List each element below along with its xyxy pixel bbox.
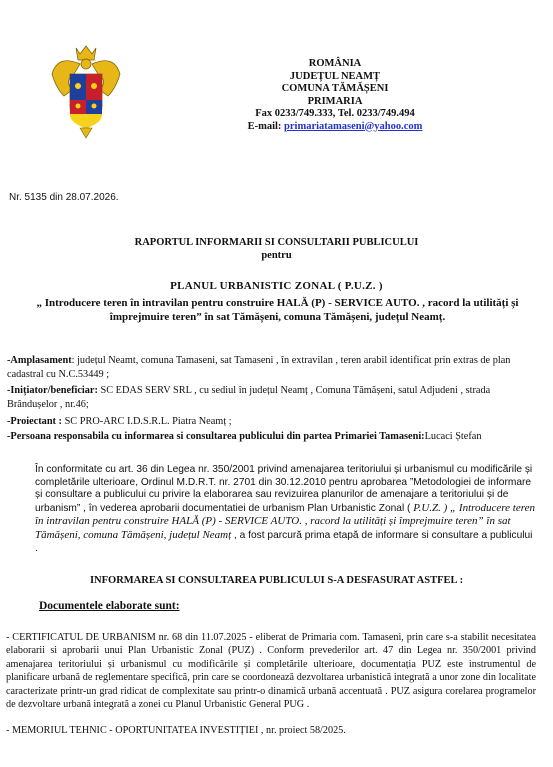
paragraph-part1: În conformitate cu art. 36 din Legea nr. 350/2001 privind amenajarea teritoriului și urbanismul cu modificările și completările ulterioare, Ordinul M.D.R.T. nr. 2701 din 30.12.2010 pentru aprobarea ”Metodologiei de informare și consultare a publicului cu privire la elaborarea sau revizuirea planurilor de amenajare a teritoriului și de urbanism” , în vederea aprobarii documentatiei de urbanism Plan Urbanistic Zonal ( <box>35 464 533 514</box>
report-title <box>0 236 553 262</box>
plan-title: PLANUL URBANISTIC ZONAL ( P.U.Z. ) <box>170 280 383 292</box>
county-name: JUDEȚUL NEAMȚ <box>289 70 381 82</box>
email-link[interactable]: primariatamaseni@yahoo.com <box>284 120 423 132</box>
paragraph-part2: , a fost parcură prima etapă de informare si consultare a publicului . <box>35 529 533 554</box>
proiectant-value: SC PRO-ARC I.D.S.R.L. Piatra Neamț ; <box>62 416 232 427</box>
paragraph-italic: P.U.Z. ) „ Introducere teren în intravilan pentru construire HALĂ (P) - SERVICE AUTO. , racord la utilități și împrejmuire teren” în sat Tămășeni, comuna Tămășeni, județul Neamț <box>35 501 535 541</box>
info-heading: INFORMAREA SI CONSULTAREA PUBLICULUI S-A DESFASURAT ASTFEL : <box>89 575 464 586</box>
amplasament-value: : județul Neamt, comuna Tamaseni, sat Tamaseni , în extravilan , teren arabil identificat prin extras de plan cadastral cu N.C.53449 ; <box>7 355 511 380</box>
list-item: - CERTIFICATUL DE URBANISM nr. 68 din 11.07.2025 - eliberat de Primaria com. Tamaseni, prin care s-a stabilit necesitatea elaborarii si aprobarii unui Plan Urbanistic Zonal (PUZ) . Conform prevederilor art. 47 din Legea nr. 350/2001 privind amenajarea teritoriului și urbanismul cu modificările și completările ulterioare, documentația PUZ este instrumentul de planificare urbană de reglementare specifică, prin care se coordonează dezvoltarea urbanistică integrată a unor zone din localitate caracterizate printr-un grad ridicat de complexitate sau printr-o dinamică urbană accentuată . PUZ asigura corelarea programelor de dezvoltare urbană integrată a zonei cu Planul Urbanistic General PUG . <box>6 632 536 711</box>
report-title-line1: RAPORTUL INFORMARII SI CONSULTARII PUBLICULUI <box>134 237 419 248</box>
phone-fax: Fax 0233/749.333, Tel. 0233/749.494 <box>255 108 415 119</box>
report-title-line2: pentru <box>261 250 292 261</box>
field-responsabil <box>7 430 535 444</box>
document-number: Nr. 5135 din 28.07.2026. <box>9 192 119 203</box>
amplasament-label: -Amplasament <box>7 355 72 366</box>
initiator-label: -Inițiator/beneficiar: <box>7 385 98 396</box>
country-name: ROMÂNIA <box>308 58 362 69</box>
initiator-value: SC EDAS SERV SRL , cu sediul în județul Neamț , Comuna Tămășeni, satul Adjudeni , strada Brândușelor , nr.46; <box>7 385 491 410</box>
institution-name: PRIMARIA <box>307 95 363 107</box>
legal-paragraph <box>35 464 535 555</box>
documents-heading: Documentele elaborate sunt: <box>39 600 180 612</box>
plan-subtitle: „ Introducere teren în intravilan pentru construire HALĂ (P) - SERVICE AUTO. , racord la utilități și împrejmuire teren” în sat Tămășeni, comuna Tămășeni, județul Neamț. <box>36 297 519 323</box>
responsabil-label: -Persoana responsabila cu informarea si consultarea publicului din partea Primariei Tamaseni: <box>7 431 425 442</box>
coat-of-arms-icon <box>50 44 122 140</box>
email-label: E-mail: <box>247 120 285 132</box>
field-initiator <box>7 384 535 411</box>
proiectant-label: -Proiectant : <box>7 416 62 427</box>
commune-name: COMUNA TĂMĂȘENI <box>281 83 389 94</box>
letterhead <box>200 58 470 133</box>
field-amplasament <box>7 354 535 381</box>
responsabil-value: Lucaci Ștefan <box>424 431 482 442</box>
list-item: - MEMORIUL TEHNIC - OPORTUNITATEA INVESTIȚIEI , nr. proiect 58/2025. <box>6 725 346 736</box>
field-proiectant <box>7 415 535 429</box>
email-line <box>200 121 470 134</box>
